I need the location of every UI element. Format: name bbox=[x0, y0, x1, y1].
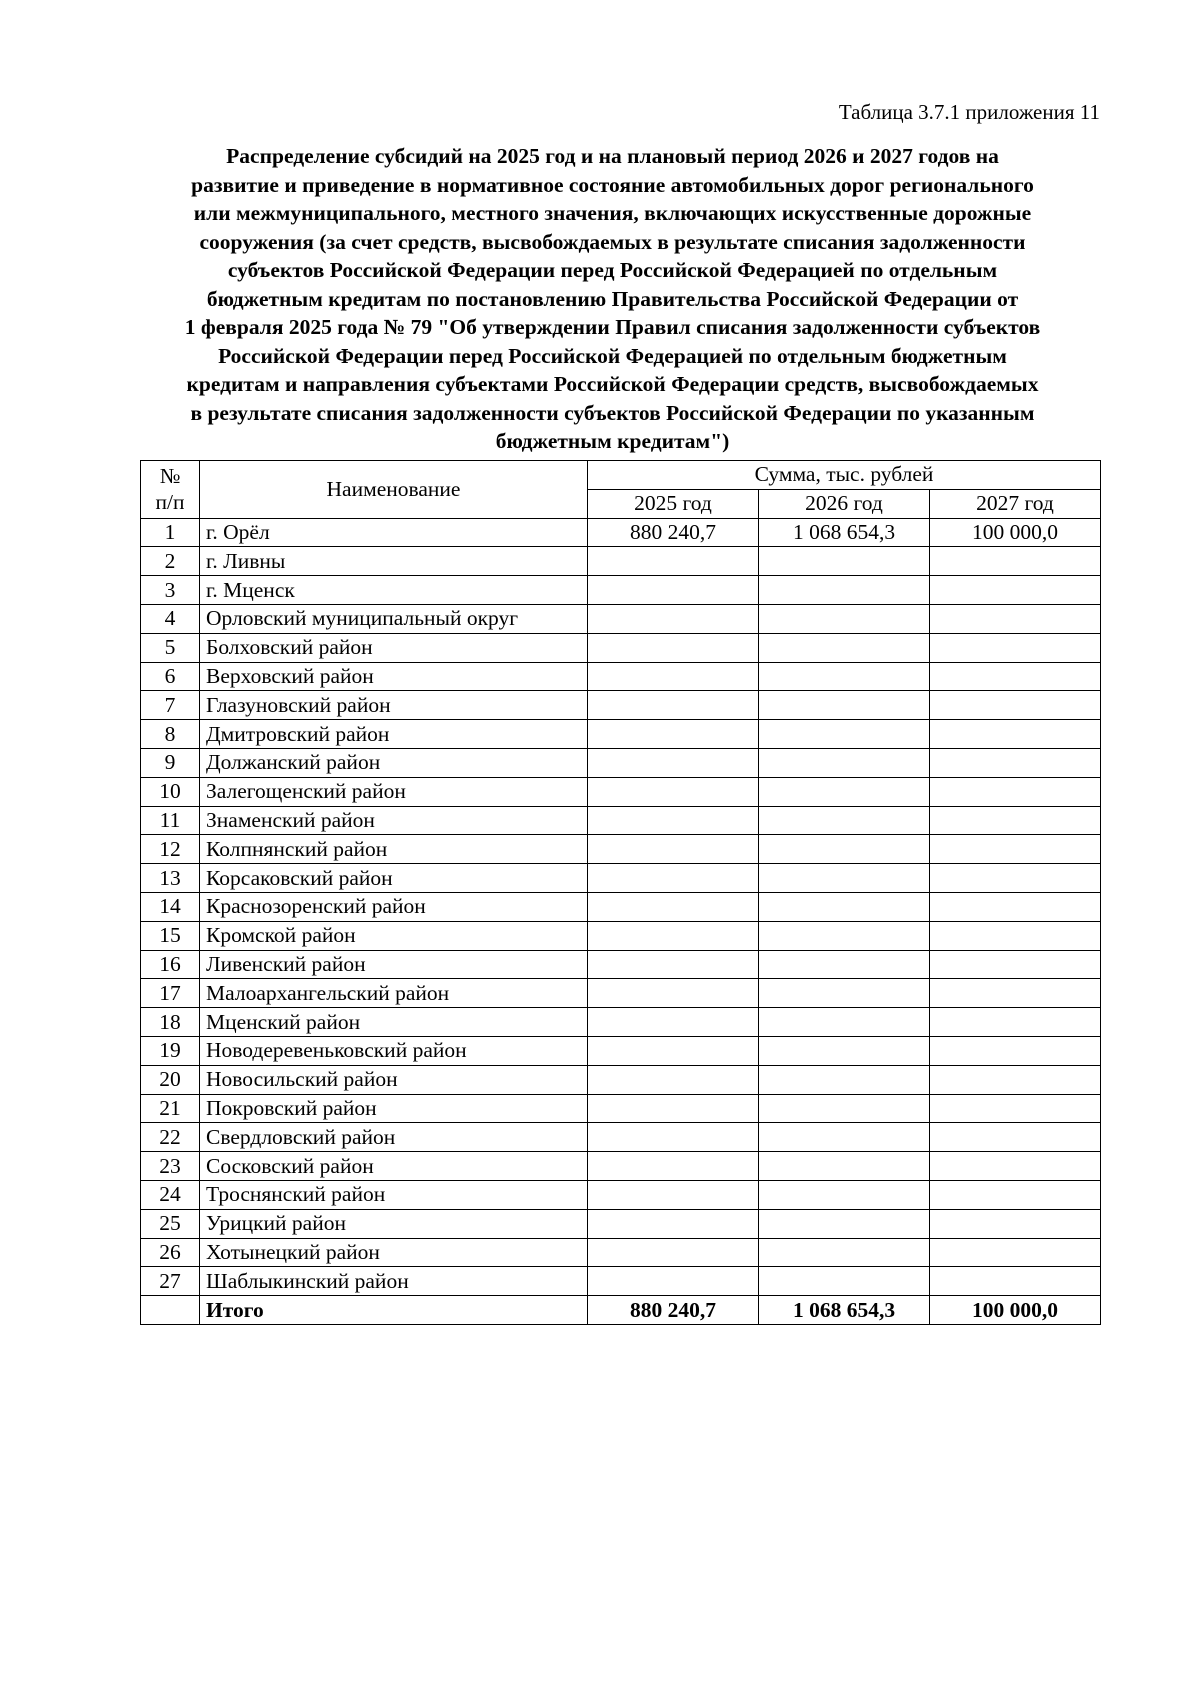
row-value-2025 bbox=[588, 1065, 759, 1094]
row-value-2025 bbox=[588, 604, 759, 633]
row-value-2026 bbox=[759, 1267, 930, 1296]
row-value-2025 bbox=[588, 979, 759, 1008]
row-name: Сосковский район bbox=[200, 1152, 588, 1181]
header-sum: Сумма, тыс. рублей bbox=[588, 461, 1101, 490]
row-name: г. Орёл bbox=[200, 518, 588, 547]
row-value-2025 bbox=[588, 1152, 759, 1181]
row-name: Троснянский район bbox=[200, 1180, 588, 1209]
total-number bbox=[141, 1296, 200, 1325]
row-value-2025 bbox=[588, 892, 759, 921]
row-name: Малоархангельский район bbox=[200, 979, 588, 1008]
row-name: Залегощенский район bbox=[200, 777, 588, 806]
row-number: 7 bbox=[141, 691, 200, 720]
row-name: Новосильский район bbox=[200, 1065, 588, 1094]
row-value-2025 bbox=[588, 806, 759, 835]
row-value-2026 bbox=[759, 691, 930, 720]
row-value-2025: 880 240,7 bbox=[588, 518, 759, 547]
row-value-2025 bbox=[588, 691, 759, 720]
table-caption: Таблица 3.7.1 приложения 11 bbox=[838, 100, 1100, 124]
row-name: Болховский район bbox=[200, 633, 588, 662]
row-number: 3 bbox=[141, 576, 200, 605]
table-row bbox=[141, 1180, 1101, 1209]
row-name: Верховский район bbox=[200, 662, 588, 691]
row-value-2026 bbox=[759, 633, 930, 662]
row-name: Покровский район bbox=[200, 1094, 588, 1123]
row-value-2025 bbox=[588, 921, 759, 950]
row-value-2027 bbox=[930, 864, 1101, 893]
row-number: 12 bbox=[141, 835, 200, 864]
row-value-2026 bbox=[759, 950, 930, 979]
row-value-2027 bbox=[930, 547, 1101, 576]
row-value-2025 bbox=[588, 1267, 759, 1296]
row-value-2026 bbox=[759, 576, 930, 605]
row-value-2026 bbox=[759, 835, 930, 864]
subsidy-table bbox=[140, 460, 1101, 1325]
row-value-2026 bbox=[759, 979, 930, 1008]
row-value-2026 bbox=[759, 777, 930, 806]
row-name: Должанский район bbox=[200, 748, 588, 777]
row-value-2027 bbox=[930, 1152, 1101, 1181]
row-name: Краснозоренский район bbox=[200, 892, 588, 921]
row-number: 18 bbox=[141, 1008, 200, 1037]
row-value-2026 bbox=[759, 864, 930, 893]
table-row bbox=[141, 633, 1101, 662]
row-value-2027 bbox=[930, 1209, 1101, 1238]
table-row bbox=[141, 662, 1101, 691]
row-name: Знаменский район bbox=[200, 806, 588, 835]
row-value-2027 bbox=[930, 1180, 1101, 1209]
row-value-2025 bbox=[588, 835, 759, 864]
row-value-2027 bbox=[930, 662, 1101, 691]
row-value-2026 bbox=[759, 1209, 930, 1238]
row-name: Кромской район bbox=[200, 921, 588, 950]
row-value-2025 bbox=[588, 1238, 759, 1267]
row-value-2026: 1 068 654,3 bbox=[759, 518, 930, 547]
table-row bbox=[141, 518, 1101, 547]
row-value-2027: 100 000,0 bbox=[930, 518, 1101, 547]
table-row bbox=[141, 777, 1101, 806]
row-number: 24 bbox=[141, 1180, 200, 1209]
row-value-2027 bbox=[930, 633, 1101, 662]
row-value-2027 bbox=[930, 892, 1101, 921]
row-value-2026 bbox=[759, 921, 930, 950]
row-value-2026 bbox=[759, 662, 930, 691]
row-number: 21 bbox=[141, 1094, 200, 1123]
row-name: Шаблыкинский район bbox=[200, 1267, 588, 1296]
row-number: 8 bbox=[141, 720, 200, 749]
table-row bbox=[141, 864, 1101, 893]
row-value-2025 bbox=[588, 864, 759, 893]
header-year-2027: 2027 год bbox=[930, 489, 1101, 518]
row-number: 13 bbox=[141, 864, 200, 893]
row-name: Урицкий район bbox=[200, 1209, 588, 1238]
row-value-2025 bbox=[588, 576, 759, 605]
row-value-2027 bbox=[930, 950, 1101, 979]
row-value-2027 bbox=[930, 1123, 1101, 1152]
row-value-2025 bbox=[588, 1180, 759, 1209]
row-value-2026 bbox=[759, 1008, 930, 1037]
row-name: Глазуновский район bbox=[200, 691, 588, 720]
total-value-2026: 1 068 654,3 bbox=[759, 1296, 930, 1325]
row-value-2027 bbox=[930, 806, 1101, 835]
header-year-2025: 2025 год bbox=[588, 489, 759, 518]
table-row bbox=[141, 1094, 1101, 1123]
row-name: г. Ливны bbox=[200, 547, 588, 576]
table-row bbox=[141, 1123, 1101, 1152]
row-name: Корсаковский район bbox=[200, 864, 588, 893]
table-row bbox=[141, 1267, 1101, 1296]
row-value-2026 bbox=[759, 1065, 930, 1094]
row-value-2027 bbox=[930, 576, 1101, 605]
row-number: 25 bbox=[141, 1209, 200, 1238]
row-value-2026 bbox=[759, 806, 930, 835]
row-value-2026 bbox=[759, 547, 930, 576]
row-value-2026 bbox=[759, 748, 930, 777]
row-value-2027 bbox=[930, 835, 1101, 864]
row-name: г. Мценск bbox=[200, 576, 588, 605]
header-num-abbr: п/п bbox=[155, 490, 185, 515]
row-value-2025 bbox=[588, 1123, 759, 1152]
row-number: 14 bbox=[141, 892, 200, 921]
row-number: 26 bbox=[141, 1238, 200, 1267]
row-value-2027 bbox=[930, 691, 1101, 720]
row-value-2027 bbox=[930, 748, 1101, 777]
table-row bbox=[141, 748, 1101, 777]
row-number: 9 bbox=[141, 748, 200, 777]
row-value-2027 bbox=[930, 604, 1101, 633]
row-number: 16 bbox=[141, 950, 200, 979]
row-value-2025 bbox=[588, 950, 759, 979]
row-number: 2 bbox=[141, 547, 200, 576]
row-number: 15 bbox=[141, 921, 200, 950]
row-value-2027 bbox=[930, 720, 1101, 749]
row-value-2025 bbox=[588, 1209, 759, 1238]
row-name: Дмитровский район bbox=[200, 720, 588, 749]
table-row bbox=[141, 1209, 1101, 1238]
row-value-2026 bbox=[759, 1094, 930, 1123]
row-value-2026 bbox=[759, 1036, 930, 1065]
total-value-2027: 100 000,0 bbox=[930, 1296, 1101, 1325]
header-name: Наименование bbox=[200, 461, 588, 519]
table-row bbox=[141, 1152, 1101, 1181]
table-row bbox=[141, 604, 1101, 633]
table-row bbox=[141, 892, 1101, 921]
row-number: 20 bbox=[141, 1065, 200, 1094]
row-value-2027 bbox=[930, 1267, 1101, 1296]
row-number: 17 bbox=[141, 979, 200, 1008]
row-value-2027 bbox=[930, 921, 1101, 950]
row-value-2027 bbox=[930, 1008, 1101, 1037]
row-value-2026 bbox=[759, 892, 930, 921]
row-number: 4 bbox=[141, 604, 200, 633]
table-row bbox=[141, 806, 1101, 835]
row-number: 27 bbox=[141, 1267, 200, 1296]
row-value-2026 bbox=[759, 1123, 930, 1152]
row-value-2027 bbox=[930, 1238, 1101, 1267]
table-row bbox=[141, 547, 1101, 576]
table-row bbox=[141, 950, 1101, 979]
total-value-2025: 880 240,7 bbox=[588, 1296, 759, 1325]
table-row bbox=[141, 720, 1101, 749]
table-row bbox=[141, 1036, 1101, 1065]
row-value-2025 bbox=[588, 1008, 759, 1037]
row-value-2025 bbox=[588, 748, 759, 777]
row-value-2027 bbox=[930, 777, 1101, 806]
document-title: Распределение субсидий на 2025 год и на плановый период 2026 и 2027 годов на развитие и приведение в нормативное состояние автомобильных дорог регионального или межмуниципального, местного значения, включающих искусственные дорожные сооружения (за счет средств, высвобождаемых в результате списания задолженности субъектов Российской Федерации перед Российской Федерацией по отдельным бюджетным кредитам по постановлению Правительства Российской Федерации от 1 февраля 2025 года № 79 "Об утверждении Правил списания задолженности субъектов Российской Федерации перед Российской Федерацией по отдельным бюджетным кредитам и направления субъектами Российской Федерации средств, высвобождаемых в результате списания задолженности субъектов Российской Федерации по указанным бюджетным кредитам") bbox=[184, 144, 1041, 453]
row-value-2027 bbox=[930, 1036, 1101, 1065]
row-value-2025 bbox=[588, 1094, 759, 1123]
row-number: 22 bbox=[141, 1123, 200, 1152]
table-body bbox=[141, 518, 1101, 1324]
header-num bbox=[141, 461, 200, 519]
total-name: Итого bbox=[200, 1296, 588, 1325]
row-value-2026 bbox=[759, 720, 930, 749]
total-row bbox=[141, 1296, 1101, 1325]
row-number: 1 bbox=[141, 518, 200, 547]
row-value-2025 bbox=[588, 777, 759, 806]
row-number: 23 bbox=[141, 1152, 200, 1181]
row-value-2026 bbox=[759, 1238, 930, 1267]
table-row bbox=[141, 979, 1101, 1008]
row-value-2026 bbox=[759, 604, 930, 633]
row-name: Новодеревеньковский район bbox=[200, 1036, 588, 1065]
row-name: Орловский муниципальный округ bbox=[200, 604, 588, 633]
row-value-2026 bbox=[759, 1152, 930, 1181]
row-value-2027 bbox=[930, 1094, 1101, 1123]
table-row bbox=[141, 835, 1101, 864]
row-value-2025 bbox=[588, 720, 759, 749]
table-row bbox=[141, 691, 1101, 720]
row-value-2025 bbox=[588, 633, 759, 662]
row-number: 11 bbox=[141, 806, 200, 835]
row-name: Свердловский район bbox=[200, 1123, 588, 1152]
row-name: Колпнянский район bbox=[200, 835, 588, 864]
row-number: 19 bbox=[141, 1036, 200, 1065]
row-value-2027 bbox=[930, 979, 1101, 1008]
row-name: Мценский район bbox=[200, 1008, 588, 1037]
table-row bbox=[141, 576, 1101, 605]
row-value-2027 bbox=[930, 1065, 1101, 1094]
table-row bbox=[141, 1008, 1101, 1037]
row-value-2025 bbox=[588, 662, 759, 691]
row-number: 5 bbox=[141, 633, 200, 662]
table-row bbox=[141, 1238, 1101, 1267]
table-row bbox=[141, 1065, 1101, 1094]
row-name: Хотынецкий район bbox=[200, 1238, 588, 1267]
row-value-2025 bbox=[588, 1036, 759, 1065]
row-value-2026 bbox=[759, 1180, 930, 1209]
header-year-2026: 2026 год bbox=[759, 489, 930, 518]
row-number: 6 bbox=[141, 662, 200, 691]
row-number: 10 bbox=[141, 777, 200, 806]
header-num-symbol: № bbox=[159, 464, 181, 489]
row-name: Ливенский район bbox=[200, 950, 588, 979]
table-row bbox=[141, 921, 1101, 950]
row-value-2025 bbox=[588, 547, 759, 576]
